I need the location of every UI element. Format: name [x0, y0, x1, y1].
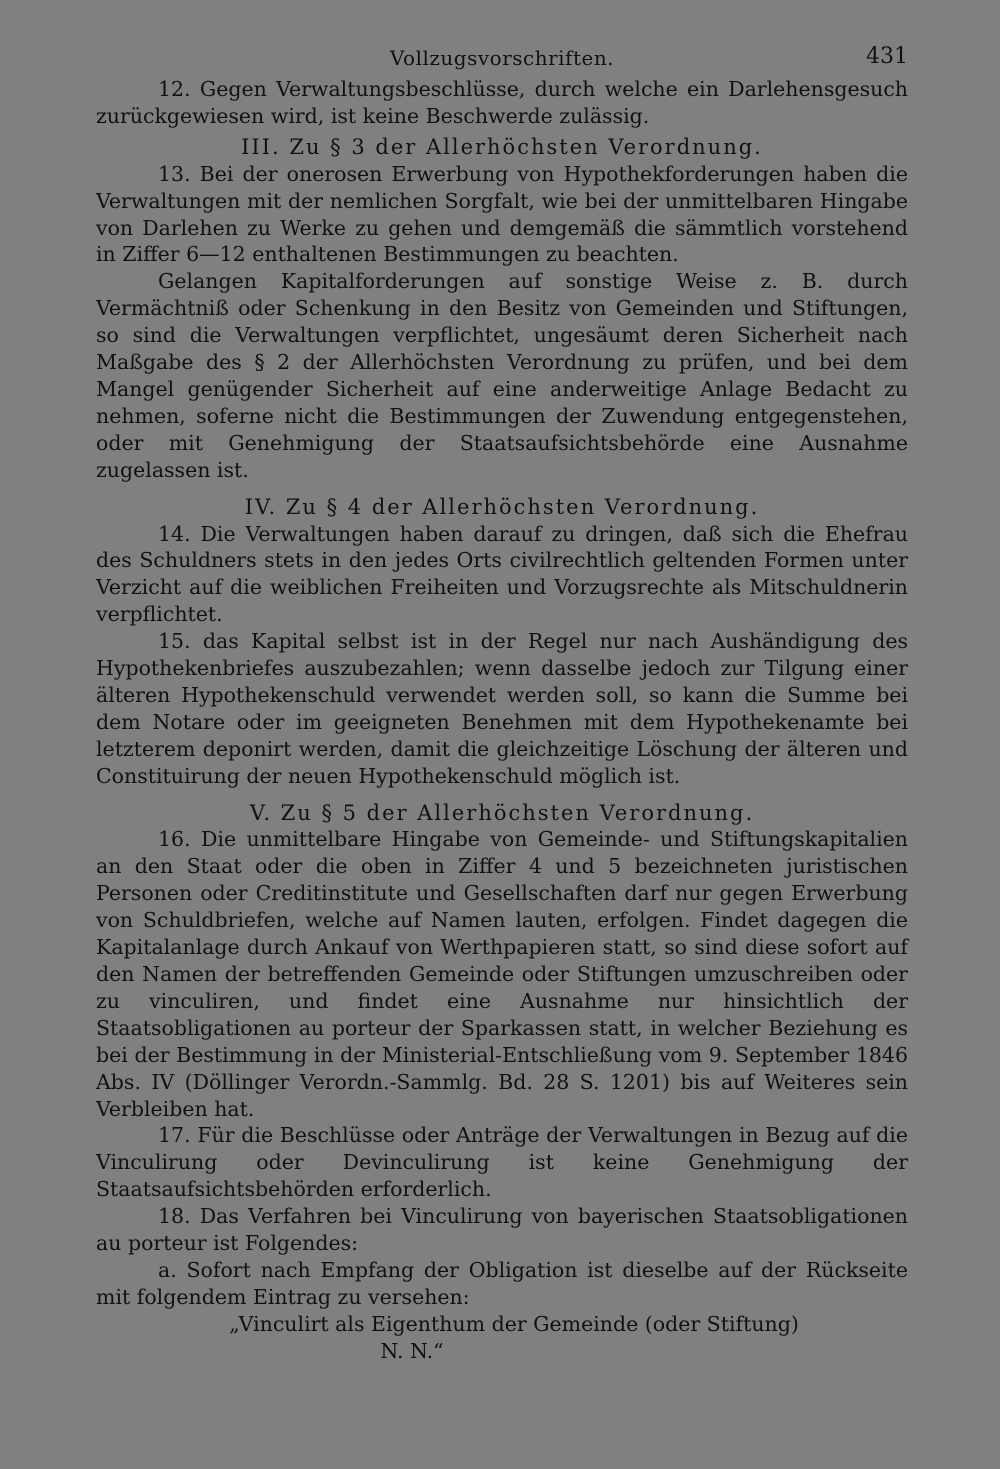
section-heading-4: IV. Zu § 4 der Allerhöchsten Verordnung.: [244, 494, 760, 519]
inscription-quote: „Vinculirt als Eigenthum der Gemeinde (oder Stiftung): [229, 1311, 799, 1336]
running-title: Vollzugsvorschriften.: [389, 46, 615, 70]
page-number: 431: [866, 44, 908, 69]
paragraph-12: 12. Gegen Verwaltungsbeschlüsse, durch welche ein Darlehensgesuch zurückgewiesen wird, ist keine Beschwerde zulässig.: [96, 77, 908, 128]
paragraph-16: 16. Die unmittelbare Hingabe von Gemeinde- und Stiftungskapitalien an den Staat oder die oben in Ziffer 4 und 5 bezeichneten juristischen Personen oder Creditinstitute und Gesellschaften darf nur gegen Erwerbung von Schuldbriefen, welche auf Namen lauten, erfolgen. Findet dagegen die Kapitalanlage durch Ankauf von Werthpapieren statt, so sind diese sofort auf den Namen der betreffenden Gemeinde oder Stiftungen umzuschreiben oder zu vinculiren, und findet eine Ausnahme nur hinsichtlich der Staatsobligationen au porteur der Sparkassen statt, in welcher Beziehung es bei der Bestimmung in der Ministerial-Entschließung vom 9. September 1846 Abs. IV (Döllinger Verordn.-Sammlg. Bd. 28 S. 1201) bis auf Weiteres sein Verbleiben hat.: [96, 827, 908, 1121]
paragraph-15: 15. das Kapital selbst ist in der Regel nur nach Aushändigung des Hypothekenbriefes auszubezahlen; wenn dasselbe jedoch zur Tilgung einer älteren Hypothekenschuld verwendet werden soll, so kann die Summe bei dem Notare oder im geeigneten Benehmen mit dem Hypothekenamte bei letzterem deponirt werden, damit die gleichzeitige Löschung der älteren und Constituirung der neuen Hypothekenschuld möglich ist.: [96, 629, 908, 788]
paragraph-14: 14. Die Verwaltungen haben darauf zu dringen, daß sich die Ehefrau des Schuldners stets in den jedes Orts civilrechtlich geltenden Formen unter Verzicht auf die weiblichen Freiheiten und Vorzugsrechte als Mitschuldnerin verpflichtet.: [96, 521, 908, 627]
running-head: [96, 40, 908, 76]
section-heading-3: III. Zu § 3 der Allerhöchsten Verordnung.: [241, 134, 763, 159]
paragraph-18: 18. Das Verfahren bei Vinculirung von bayerischen Staatsobligationen au porteur ist Folgendes:: [96, 1204, 908, 1256]
paragraph-18a: a. Sofort nach Empfang der Obligation ist dieselbe auf der Rückseite mit folgendem Eintrag zu versehen:: [96, 1257, 908, 1309]
document-body: [96, 76, 908, 1365]
paragraph-17: 17. Für die Beschlüsse oder Anträge der Verwaltungen in Bezug auf die Vinculirung oder Devinculirung ist keine Genehmigung der Staatsaufsichtsbehörden erforderlich.: [96, 1123, 908, 1202]
paragraph-13: 13. Bei der onerosen Erwerbung von Hypothekforderungen haben die Verwaltungen mit der nemlichen Sorgfalt, wie bei der unmittelbaren Hingabe von Darlehen zu Werke zu gehen und demgemäß die sämmtlich vorstehend in Ziffer 6—12 enthaltenen Bestimmungen zu beachten.: [96, 161, 908, 267]
paragraph-13-continued: Gelangen Kapitalforderungen auf sonstige Weise z. B. durch Vermächtniß oder Schenkung in den Besitz von Gemeinden und Stiftungen, so sind die Verwaltungen verpflichtet, ungesäumt deren Sicherheit nach Maßgabe des § 2 der Allerhöchsten Verordnung zu prüfen, und bei dem Mangel genügender Sicherheit auf eine anderweitige Anlage Bedacht zu nehmen, soferne nicht die Bestimmungen der Zuwendung entgegenstehen, oder mit Genehmigung der Staatsaufsichtsbehörde eine Ausnahme zugelassen ist.: [96, 269, 908, 482]
inscription-signature: N. N.“: [380, 1338, 444, 1363]
section-heading-5: V. Zu § 5 der Allerhöchsten Verordnung.: [249, 800, 755, 825]
document-page: [96, 40, 908, 1365]
